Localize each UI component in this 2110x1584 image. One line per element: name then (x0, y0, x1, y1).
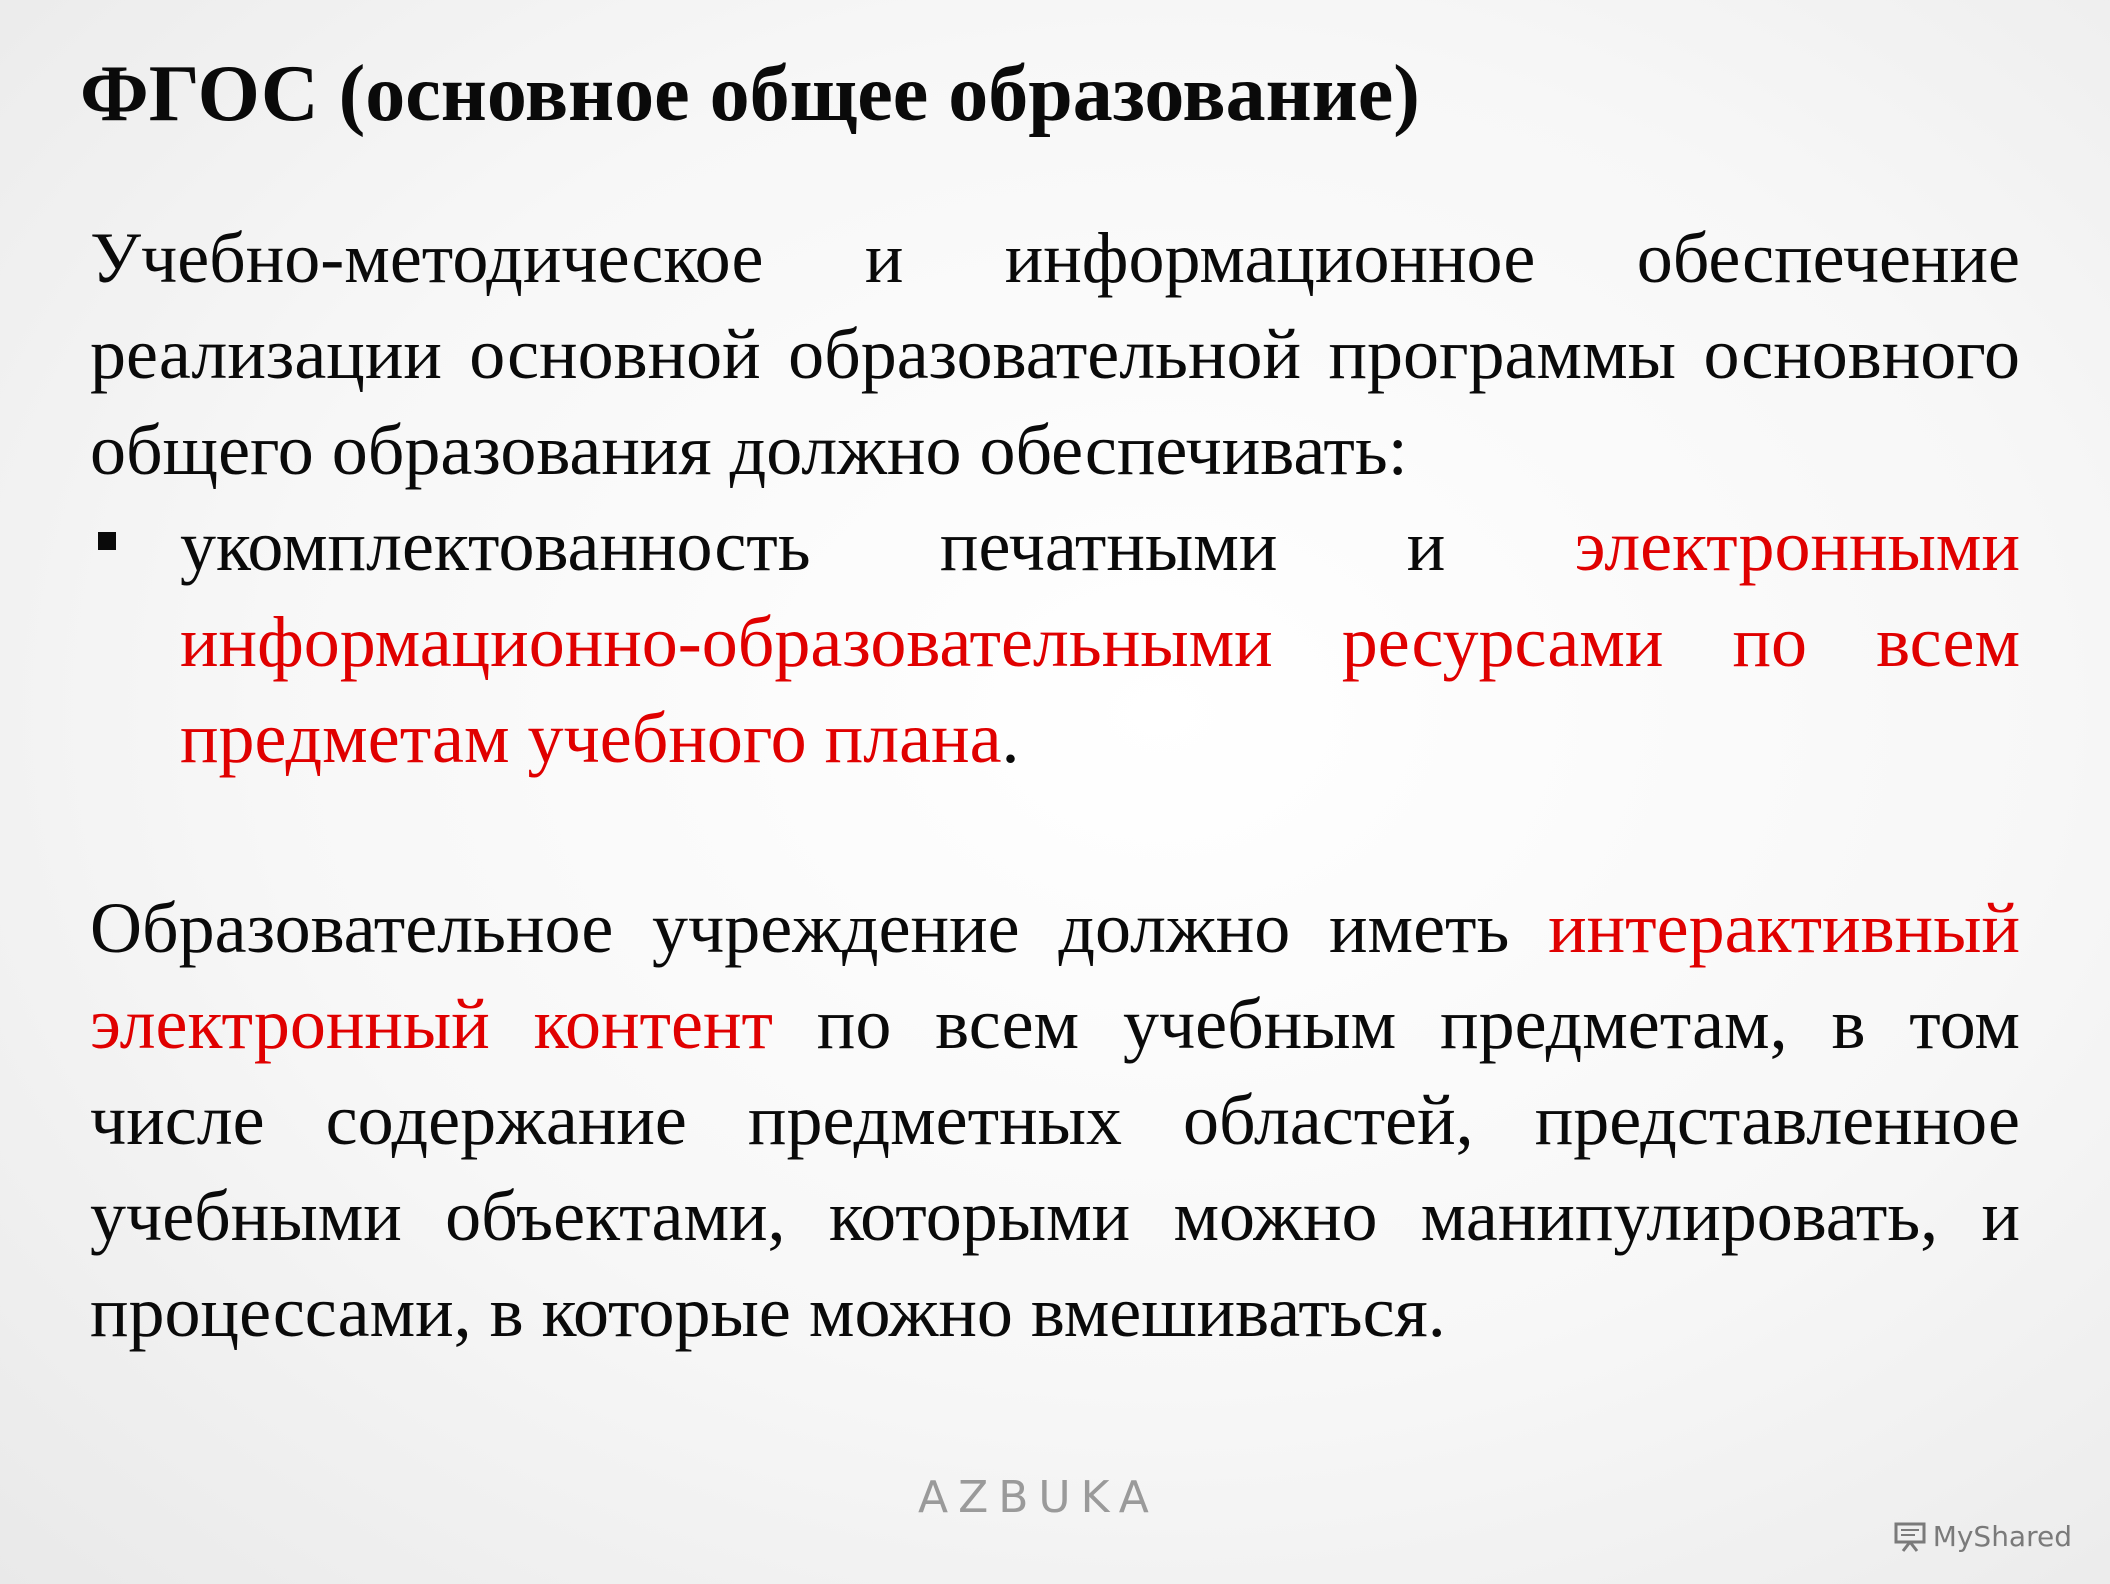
paragraph-interactive-content (90, 880, 2020, 1360)
slide-title: ФГОС (основное общее образование) (80, 50, 1420, 138)
azbuka-watermark: AZBUKA (918, 1472, 1159, 1523)
para2-text-plain: Образовательное учреждение должно иметь (90, 888, 1549, 968)
paragraph-requirements: Учебно-методическое и информационное обеспечение реализации основной образовательной программы основного общего образования должно обеспечивать: (90, 218, 2020, 490)
para2-text-end: по всем учебным предметам, в том числе содержание предметных областей, представленное учебными объектами, которыми можно манипулировать, и процессами, в которые можно вмешиваться. (90, 984, 2020, 1352)
myshared-label: MyShared (1932, 1520, 2072, 1553)
bullet-text-plain: укомплектованность печатными и (180, 506, 1575, 586)
bullet-item-resources (90, 498, 2020, 786)
bullet-text-end: . (1001, 698, 1020, 778)
myshared-logo (1893, 1520, 2072, 1553)
bullet-list (90, 498, 2020, 786)
square-bullet-icon (98, 532, 116, 550)
bullet-text-highlight: электронными информационно-образовательными ресурсами по всем предметам учебного плана (180, 506, 2020, 778)
para2-text-highlight: интерактивный электронный контент (90, 888, 2020, 1064)
presentation-board-icon (1893, 1522, 1927, 1552)
